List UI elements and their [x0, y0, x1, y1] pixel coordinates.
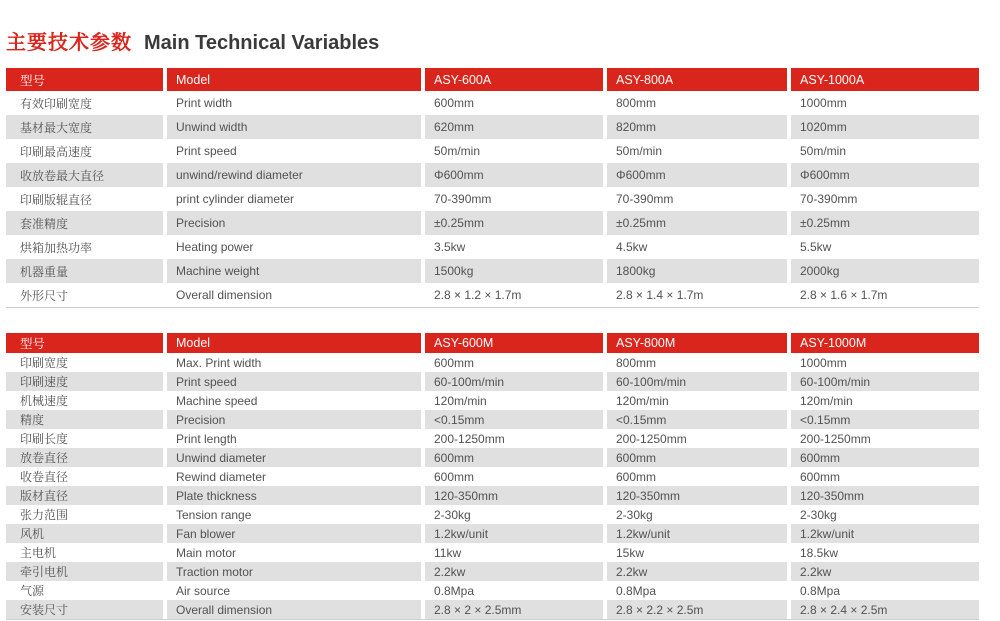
table2-header-model-2: ASY-1000M [791, 333, 979, 353]
table2-row8-value-1: 120-350mm [607, 486, 787, 505]
table1-row7-param-zh: 烘箱加热功率 [6, 235, 163, 259]
table2-row14-value-2: 2.8 × 2.4 × 2.5m [791, 600, 979, 619]
table1-row4-value-0: Φ600mm [425, 163, 603, 187]
table1-row9-param-zh: 外形尺寸 [6, 283, 163, 307]
table2-row14-param-zh: 安装尺寸 [6, 600, 163, 619]
table2-row3-param-en: Machine speed [167, 391, 421, 410]
table1-row5-param-zh: 印刷版辊直径 [6, 187, 163, 211]
table1-row5-value-1: 70-390mm [607, 187, 787, 211]
table2-row3-value-2: 120m/min [791, 391, 979, 410]
table2-row9-param-zh: 张力范围 [6, 505, 163, 524]
table2-row9-param-en: Tension range [167, 505, 421, 524]
table1-row4-value-1: Φ600mm [607, 163, 787, 187]
table2-row13-param-en: Air source [167, 581, 421, 600]
table1-row3-param-zh: 印刷最高速度 [6, 139, 163, 163]
table2-row1-param-en: Max. Print width [167, 353, 421, 372]
table2-row2-value-1: 60-100m/min [607, 372, 787, 391]
table2-row13-value-0: 0.8Mpa [425, 581, 603, 600]
table1-row1-param-zh: 有效印刷宽度 [6, 91, 163, 115]
table2-row8-value-2: 120-350mm [791, 486, 979, 505]
table2-row8-param-en: Plate thickness [167, 486, 421, 505]
table1-row6-param-zh: 套准精度 [6, 211, 163, 235]
table2-row4-param-en: Precision [167, 410, 421, 429]
table1-header-model-2: ASY-1000A [791, 68, 979, 91]
spec-table-asy-a-series [6, 68, 979, 308]
table2-row7-value-0: 600mm [425, 467, 603, 486]
table2-row4-value-1: <0.15mm [607, 410, 787, 429]
table1-row9-param-en: Overall dimension [167, 283, 421, 307]
table1-row4-value-2: Φ600mm [791, 163, 979, 187]
table1-row1-value-2: 1000mm [791, 91, 979, 115]
table1-row9-value-0: 2.8 × 1.2 × 1.7m [425, 283, 603, 307]
table2-row11-value-2: 18.5kw [791, 543, 979, 562]
table2-row10-value-1: 1.2kw/unit [607, 524, 787, 543]
table2-row8-value-0: 120-350mm [425, 486, 603, 505]
table1-row6-value-2: ±0.25mm [791, 211, 979, 235]
table2-header-model-1: ASY-800M [607, 333, 787, 353]
table2-row9-value-2: 2-30kg [791, 505, 979, 524]
table2-row1-value-0: 600mm [425, 353, 603, 372]
table2-row12-value-1: 2.2kw [607, 562, 787, 581]
spec-table-asy-m-series [6, 333, 979, 620]
table1-header-label-zh: 型号 [6, 68, 163, 91]
table2-row5-param-zh: 印刷长度 [6, 429, 163, 448]
table2-row3-value-1: 120m/min [607, 391, 787, 410]
table2-row11-param-zh: 主电机 [6, 543, 163, 562]
table2-row6-value-0: 600mm [425, 448, 603, 467]
table2-row8-param-zh: 版材直径 [6, 486, 163, 505]
table1-row7-value-2: 5.5kw [791, 235, 979, 259]
table2-row11-param-en: Main motor [167, 543, 421, 562]
table1-row7-param-en: Heating power [167, 235, 421, 259]
table1-row2-value-0: 620mm [425, 115, 603, 139]
table2-row1-value-2: 1000mm [791, 353, 979, 372]
table2-row6-value-1: 600mm [607, 448, 787, 467]
table1-row6-value-1: ±0.25mm [607, 211, 787, 235]
page-title-en: Main Technical Variables [144, 32, 380, 54]
table2-row11-value-1: 15kw [607, 543, 787, 562]
table2-row5-param-en: Print length [167, 429, 421, 448]
table1-row9-value-2: 2.8 × 1.6 × 1.7m [791, 283, 979, 307]
table1-row1-param-en: Print width [167, 91, 421, 115]
table1-row5-value-0: 70-390mm [425, 187, 603, 211]
table2-row1-value-1: 800mm [607, 353, 787, 372]
table2-row5-value-2: 200-1250mm [791, 429, 979, 448]
table1-row7-value-0: 3.5kw [425, 235, 603, 259]
table1-row2-value-2: 1020mm [791, 115, 979, 139]
table1-row3-value-2: 50m/min [791, 139, 979, 163]
table1-row5-param-en: print cylinder diameter [167, 187, 421, 211]
table2-row6-param-en: Unwind diameter [167, 448, 421, 467]
table1-row8-value-1: 1800kg [607, 259, 787, 283]
table1-row3-value-1: 50m/min [607, 139, 787, 163]
table1-row6-value-0: ±0.25mm [425, 211, 603, 235]
table2-row2-value-2: 60-100m/min [791, 372, 979, 391]
table2-header-label-en: Model [167, 333, 421, 353]
table2-row6-param-zh: 放卷直径 [6, 448, 163, 467]
table2-row14-value-0: 2.8 × 2 × 2.5mm [425, 600, 603, 619]
table2-row10-param-zh: 风机 [6, 524, 163, 543]
table2-row5-value-0: 200-1250mm [425, 429, 603, 448]
table1-row8-param-zh: 机器重量 [6, 259, 163, 283]
table1-row8-value-2: 2000kg [791, 259, 979, 283]
table2-row7-value-1: 600mm [607, 467, 787, 486]
table2-row2-param-en: Print speed [167, 372, 421, 391]
table2-row6-value-2: 600mm [791, 448, 979, 467]
table1-row8-value-0: 1500kg [425, 259, 603, 283]
table1-row2-param-en: Unwind width [167, 115, 421, 139]
table2-row9-value-1: 2-30kg [607, 505, 787, 524]
table1-row9-value-1: 2.8 × 1.4 × 1.7m [607, 283, 787, 307]
table2-row3-value-0: 120m/min [425, 391, 603, 410]
table2-row2-value-0: 60-100m/min [425, 372, 603, 391]
table2-row4-value-0: <0.15mm [425, 410, 603, 429]
table2-row3-param-zh: 机械速度 [6, 391, 163, 410]
table2-row4-value-2: <0.15mm [791, 410, 979, 429]
table1-row6-param-en: Precision [167, 211, 421, 235]
table2-row10-value-2: 1.2kw/unit [791, 524, 979, 543]
table1-row2-value-1: 820mm [607, 115, 787, 139]
table1-header-model-0: ASY-600A [425, 68, 603, 91]
table2-header-label-zh: 型号 [6, 333, 163, 353]
table2-row9-value-0: 2-30kg [425, 505, 603, 524]
table1-row8-param-en: Machine weight [167, 259, 421, 283]
table1-row2-param-zh: 基材最大宽度 [6, 115, 163, 139]
table2-row4-param-zh: 精度 [6, 410, 163, 429]
table2-header-model-0: ASY-600M [425, 333, 603, 353]
table2-row12-param-en: Traction motor [167, 562, 421, 581]
table2-row13-value-2: 0.8Mpa [791, 581, 979, 600]
table2-row14-param-en: Overall dimension [167, 600, 421, 619]
table2-row5-value-1: 200-1250mm [607, 429, 787, 448]
page-title-zh: 主要技术参数 [6, 32, 132, 54]
table1-row3-param-en: Print speed [167, 139, 421, 163]
table2-row7-param-en: Rewind diameter [167, 467, 421, 486]
table1-row3-value-0: 50m/min [425, 139, 603, 163]
table1-header-label-en: Model [167, 68, 421, 91]
table1-row1-value-1: 800mm [607, 91, 787, 115]
table2-row12-value-2: 2.2kw [791, 562, 979, 581]
page-title [6, 31, 379, 55]
table1-row1-value-0: 600mm [425, 91, 603, 115]
table1-row4-param-en: unwind/rewind diameter [167, 163, 421, 187]
table2-row1-param-zh: 印刷宽度 [6, 353, 163, 372]
table2-row11-value-0: 11kw [425, 543, 603, 562]
table2-row2-param-zh: 印刷速度 [6, 372, 163, 391]
table1-row7-value-1: 4.5kw [607, 235, 787, 259]
table2-row14-value-1: 2.8 × 2.2 × 2.5m [607, 600, 787, 619]
table2-row7-param-zh: 收卷直径 [6, 467, 163, 486]
table2-row13-value-1: 0.8Mpa [607, 581, 787, 600]
table1-row4-param-zh: 收放卷最大直径 [6, 163, 163, 187]
table2-row7-value-2: 600mm [791, 467, 979, 486]
table1-row5-value-2: 70-390mm [791, 187, 979, 211]
table2-row10-param-en: Fan blower [167, 524, 421, 543]
table2-row12-value-0: 2.2kw [425, 562, 603, 581]
table2-row13-param-zh: 气源 [6, 581, 163, 600]
table1-header-model-1: ASY-800A [607, 68, 787, 91]
table2-row10-value-0: 1.2kw/unit [425, 524, 603, 543]
table2-row12-param-zh: 牵引电机 [6, 562, 163, 581]
